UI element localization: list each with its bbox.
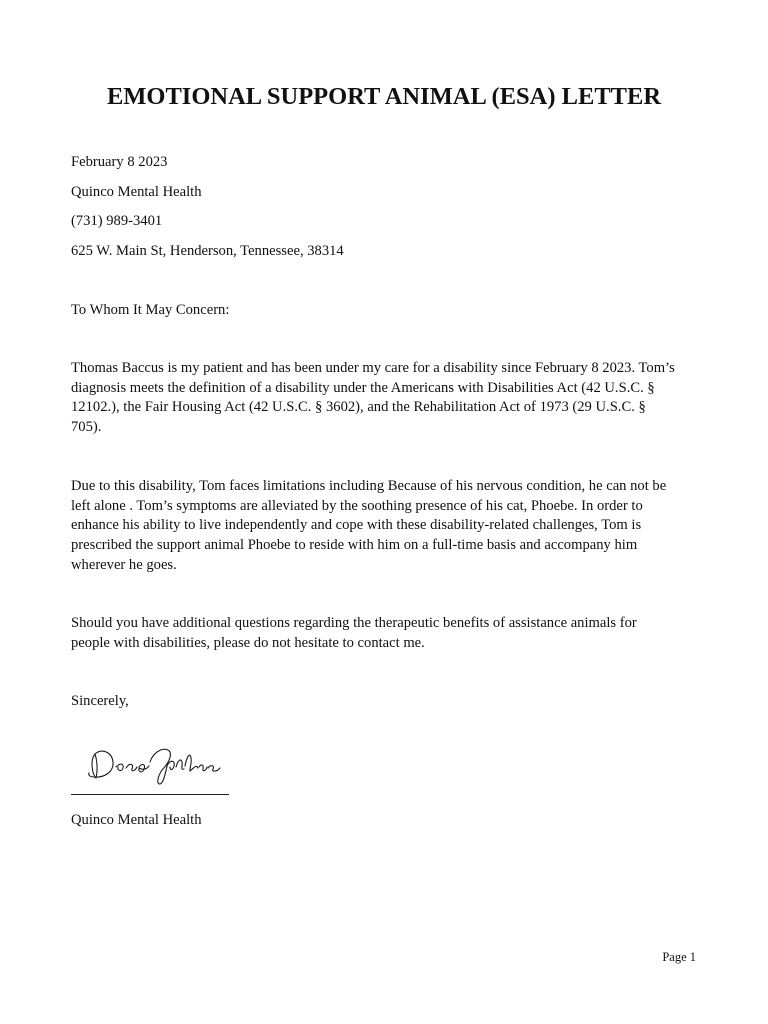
letter-date: February 8 2023	[71, 154, 168, 170]
paragraph-line: enhance his ability to live independently and cope with these disability-related challenges, Tom is	[71, 517, 642, 534]
paragraph-line: people with disabilities, please do not hesitate to contact me.	[71, 634, 425, 651]
paragraph-line: Thomas Baccus is my patient and has been under my care for a disability since February 8 2023. Tom’s	[71, 360, 675, 376]
salutation: To Whom It May Concern:	[71, 302, 230, 318]
paragraph-diagnosis	[71, 359, 697, 438]
handwritten-signature	[86, 740, 226, 790]
paragraph-line: Due to this disability, Tom faces limitations including Because of his nervous condition, he can not be	[71, 478, 667, 494]
address: 625 W. Main St, Henderson, Tennessee, 38314	[71, 243, 344, 259]
paragraph-line: 12102.), the Fair Housing Act (42 U.S.C. § 3602), and the Rehabilitation Act of 1973 (29 U.S.C. §	[71, 399, 646, 416]
paragraph-line: prescribed the support animal Phoebe to reside with him on a full-time basis and accompany him	[71, 537, 638, 554]
signature-line	[71, 794, 229, 795]
paragraph-line: Should you have additional questions regarding the therapeutic benefits of assistance animals for	[71, 615, 637, 631]
paragraph-contact	[71, 614, 697, 653]
closing: Sincerely,	[71, 693, 129, 709]
paragraph-line: 705).	[71, 419, 102, 436]
paragraph-line: wherever he goes.	[71, 556, 177, 573]
organization-name: Quinco Mental Health	[71, 184, 202, 200]
paragraph-line: diagnosis meets the definition of a disability under the Americans with Disabilities Act (42 U.S.C. §	[71, 379, 655, 396]
page-number: Page 1	[662, 950, 696, 964]
letter-title: EMOTIONAL SUPPORT ANIMAL (ESA) LETTER	[106, 83, 662, 110]
paragraph-line: left alone . Tom’s symptoms are alleviated by the soothing presence of his cat, Phoebe. In order to	[71, 497, 643, 514]
phone-number: (731) 989-3401	[71, 213, 163, 229]
paragraph-limitations	[71, 477, 697, 576]
signer-organization: Quinco Mental Health	[71, 812, 202, 828]
